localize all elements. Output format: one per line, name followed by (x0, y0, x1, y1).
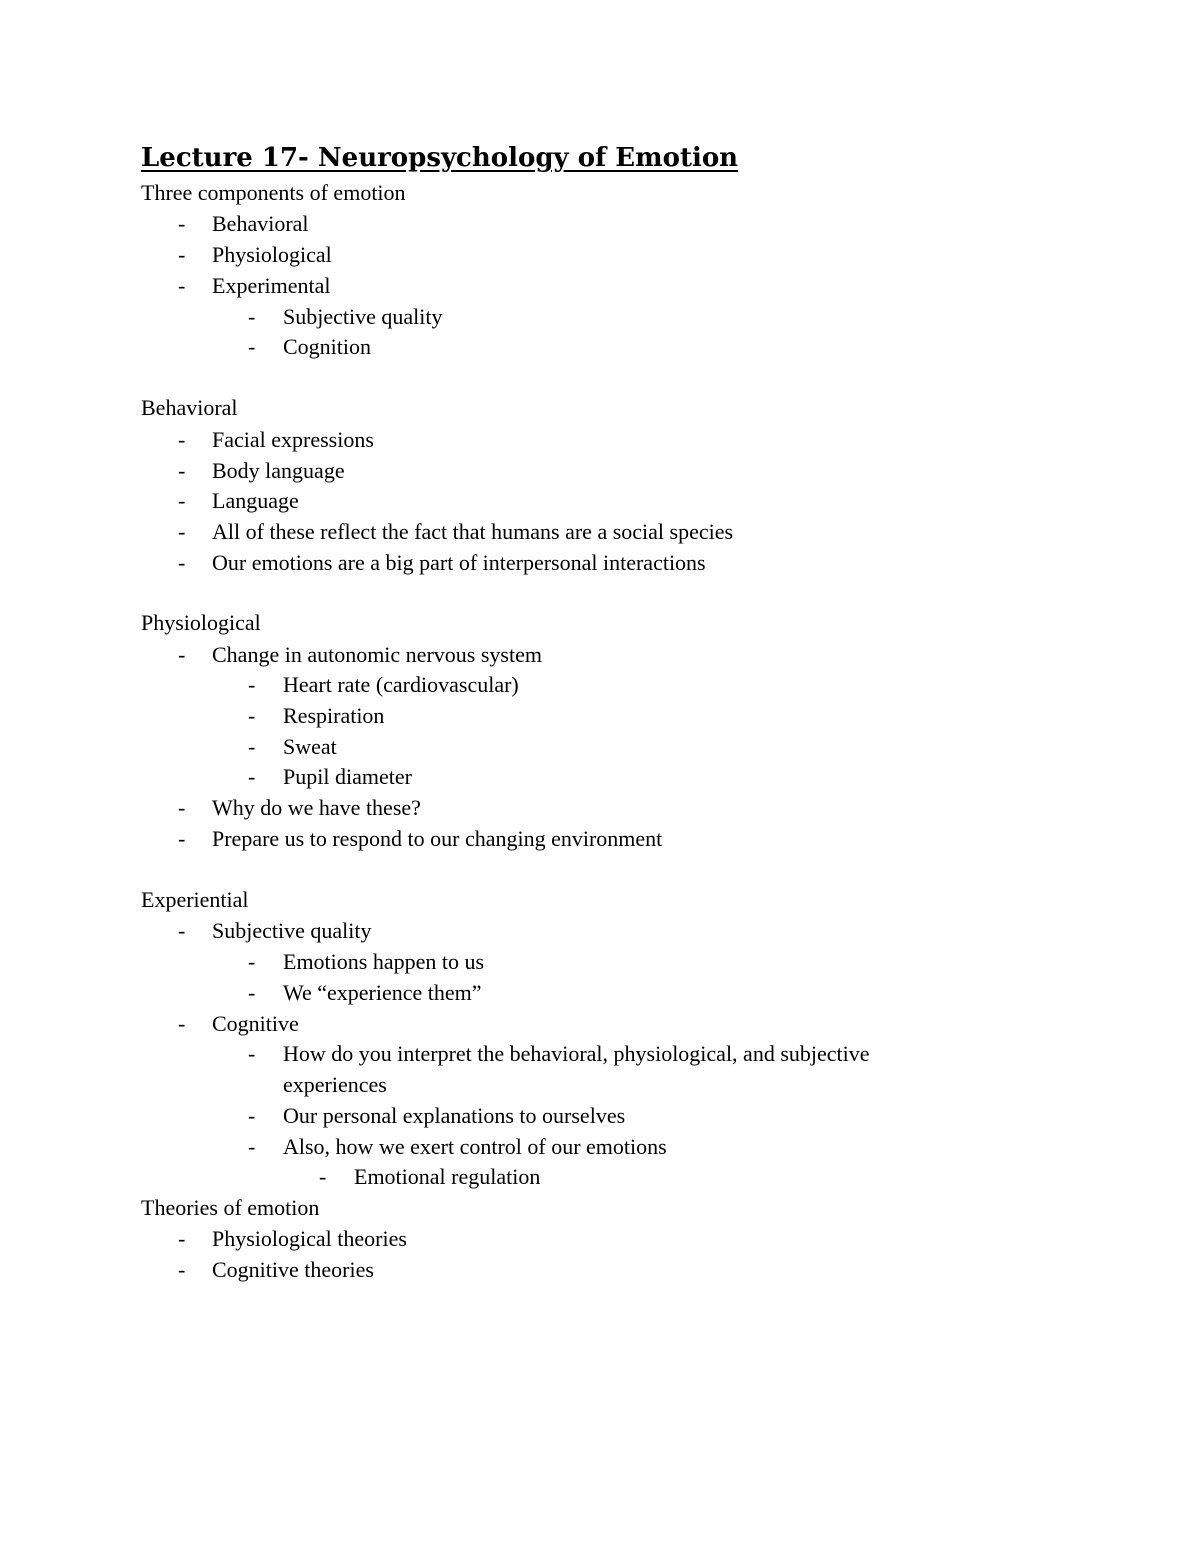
page-title: Lecture 17- Neuropsychology of Emotion (141, 143, 739, 173)
section-heading-behavioral: Behavioral (141, 395, 238, 420)
section-heading-theories: Theories of emotion (141, 1195, 320, 1220)
section-heading-components: Three components of emotion (141, 180, 406, 205)
document-page: Lecture 17- Neuropsychology of Emotion Three components of emotion - Behavioral - Physiological - Experimental - Subjective quality - Cognition Behavioral - Facial expressions - Body language - Language - All of these reflect the fact that humans are a social species - Our emotions are a big part of interpersonal interactions Physiological - Change in autonomic nervous system - Heart rate (cardiovascular) - Respiration - Sweat - Pupil diameter - Why do we have these? - Prepare us to respond to our changing environment Experiential - Subjective quality - Emotions happen to us - We “experience them” - Cognitive - How do you interpret the behavioral, physiological, and subjective experiences - Our personal explanations to ourselves - Also, how we exert control of our emotions - Emotional regulation Theories of emotion - Physiological theories - Cognitive theories (141, 143, 870, 1282)
section-heading-physiological: Physiological (141, 610, 261, 635)
section-heading-experiential: Experiential (141, 887, 249, 912)
